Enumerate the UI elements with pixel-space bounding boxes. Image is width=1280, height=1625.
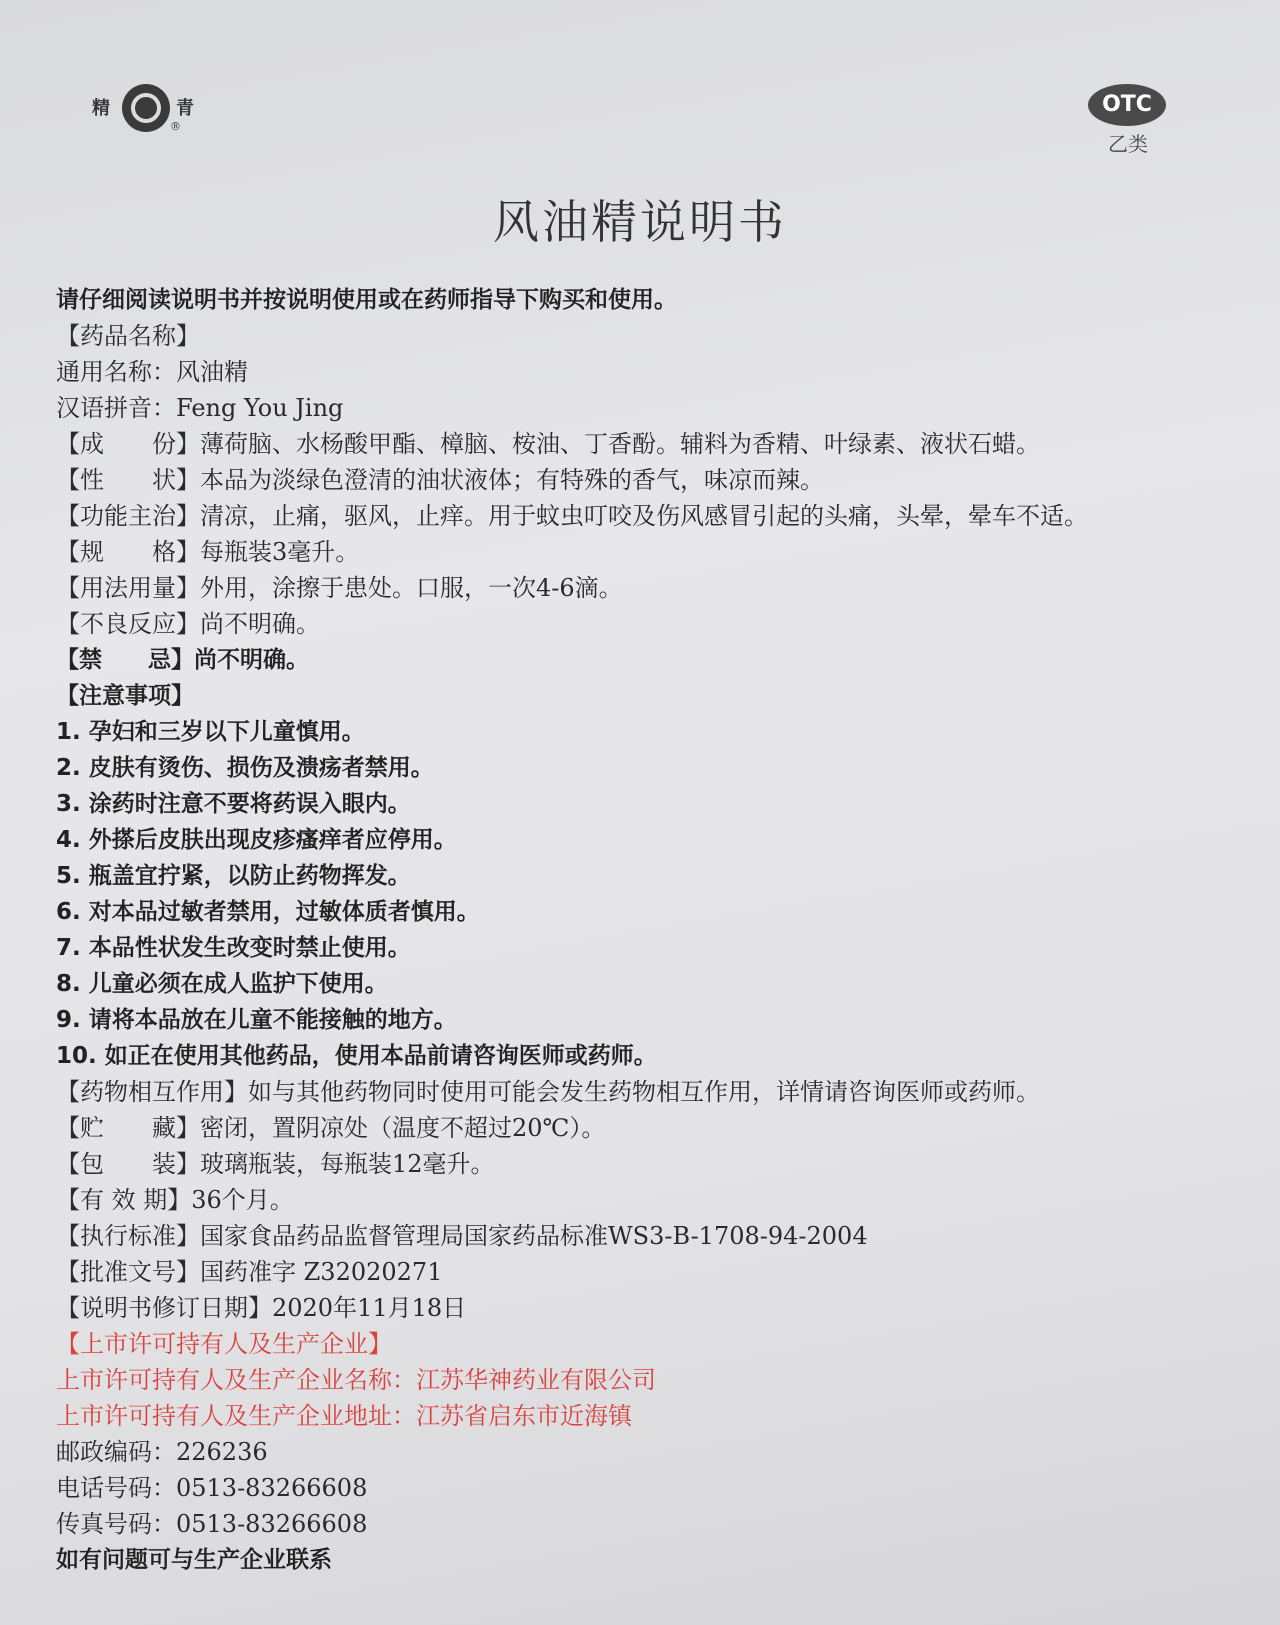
- precaution-item: 8. 儿童必须在成人监护下使用。: [56, 971, 388, 997]
- otc-class: 乙类: [1108, 132, 1148, 156]
- otc-label: OTC: [1088, 84, 1166, 126]
- precaution-item: 5. 瓶盖宜拧紧，以防止药物挥发。: [56, 863, 411, 889]
- contraindications: 【禁 忌】尚不明确。: [56, 647, 309, 673]
- standard: 【执行标准】国家食品药品监督管理局国家药品标准WS3-B-1708-94-2004: [56, 1222, 868, 1250]
- otc-badge: [1088, 84, 1168, 157]
- precaution-item: 4. 外搽后皮肤出现皮疹瘙痒者应停用。: [56, 827, 457, 853]
- shelf-life: 【有 效 期】36个月。: [56, 1186, 294, 1214]
- section-drug-name: 【药品名称】: [56, 322, 200, 350]
- ingredients: 【成 份】薄荷脑、水杨酸甲酯、樟脑、桉油、丁香酚。辅料为香精、叶绿素、液状石蜡。: [56, 430, 1040, 458]
- revision-date: 【说明书修订日期】2020年11月18日: [56, 1294, 467, 1322]
- specification: 【规 格】每瓶装3毫升。: [56, 538, 360, 566]
- precaution-item: 10. 如正在使用其他药品，使用本品前请咨询医师或药师。: [56, 1043, 657, 1069]
- logo-left-char: 精: [92, 98, 110, 119]
- section-precautions: 【注意事项】: [56, 683, 194, 709]
- indications: 【功能主治】清凉，止痛，驱风，止痒。用于蚊虫叮咬及伤风感冒引起的头痛，头晕，晕车不适。: [56, 502, 1088, 530]
- contact-note: 如有问题可与生产企业联系: [56, 1547, 332, 1573]
- approval-number: 【批准文号】国药准字 Z32020271: [56, 1258, 443, 1286]
- document-title: 风油精说明书: [493, 195, 787, 249]
- brand-logo: [92, 82, 202, 142]
- storage: 【贮 藏】密闭，置阴凉处（温度不超过20℃）。: [56, 1114, 606, 1142]
- generic-name: 通用名称：风油精: [56, 358, 248, 386]
- instruction-body: [56, 282, 1246, 1578]
- registered-mark: ®: [170, 120, 181, 133]
- phone-number: 电话号码：0513-83266608: [56, 1474, 368, 1502]
- precaution-item: 9. 请将本品放在儿童不能接触的地方。: [56, 1007, 457, 1033]
- precaution-item: 7. 本品性状发生改变时禁止使用。: [56, 935, 411, 961]
- read-notice: 请仔细阅读说明书并按说明使用或在药师指导下购买和使用。: [56, 287, 677, 313]
- properties: 【性 状】本品为淡绿色澄清的油状液体；有特殊的香气，味凉而辣。: [56, 466, 824, 494]
- manufacturer-address: 上市许可持有人及生产企业地址：江苏省启东市近海镇: [56, 1402, 632, 1430]
- dosage: 【用法用量】外用，涂擦于患处。口服，一次4-6滴。: [56, 574, 623, 602]
- precaution-item: 1. 孕妇和三岁以下儿童慎用。: [56, 719, 365, 745]
- adverse-reactions: 【不良反应】尚不明确。: [56, 610, 320, 638]
- pinyin-name: 汉语拼音：Feng You Jing: [56, 394, 344, 422]
- logo-emblem-icon: [122, 84, 170, 132]
- section-manufacturer: 【上市许可持有人及生产企业】: [56, 1330, 392, 1358]
- precaution-item: 6. 对本品过敏者禁用，过敏体质者慎用。: [56, 899, 480, 925]
- precaution-item: 2. 皮肤有烫伤、损伤及溃疡者禁用。: [56, 755, 434, 781]
- postal-code: 邮政编码：226236: [56, 1438, 268, 1466]
- drug-interactions: 【药物相互作用】如与其他药物同时使用可能会发生药物相互作用，详情请咨询医师或药师。: [56, 1078, 1040, 1106]
- packaging: 【包 装】玻璃瓶装，每瓶装12毫升。: [56, 1150, 495, 1178]
- logo-right-char: 青: [176, 98, 194, 119]
- precaution-item: 3. 涂药时注意不要将药误入眼内。: [56, 791, 411, 817]
- manufacturer-name: 上市许可持有人及生产企业名称：江苏华神药业有限公司: [56, 1366, 656, 1394]
- fax-number: 传真号码：0513-83266608: [56, 1510, 368, 1538]
